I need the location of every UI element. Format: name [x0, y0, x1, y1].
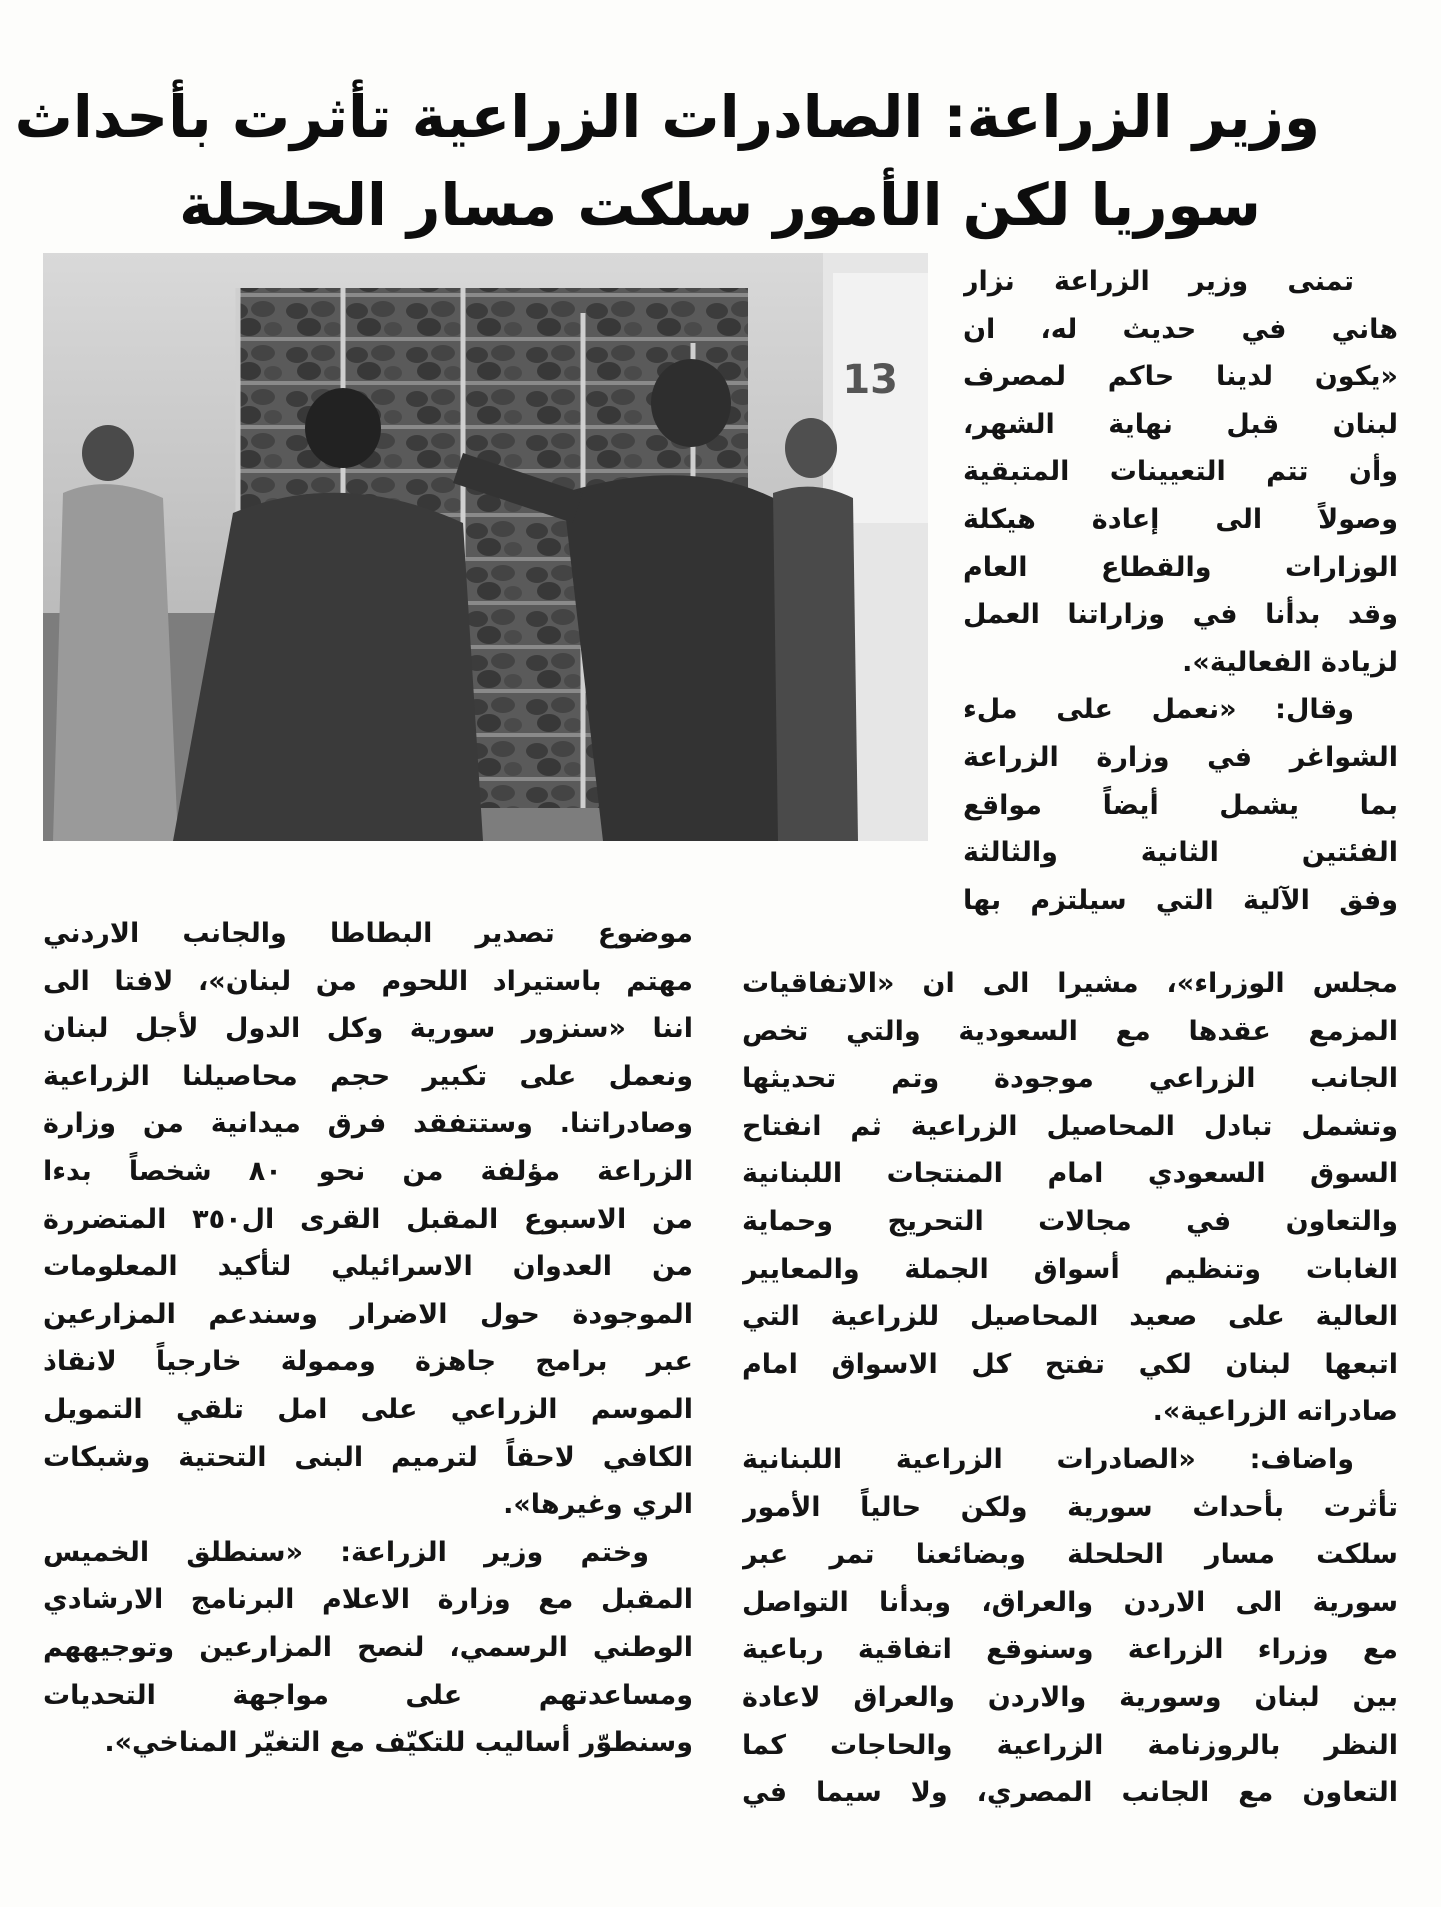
text-line: الشواغر في وزارة الزراعة	[963, 741, 1398, 773]
text-line: بين لبنان وسورية والاردن والعراق لاعادة	[742, 1681, 1398, 1713]
text-line: مع وزراء الزراعة وسنوقع اتفاقية رباعية	[742, 1634, 1398, 1666]
text-line: النظر بالروزنامة الزراعية والحاجات كما	[742, 1729, 1398, 1761]
text-line: الفئتين الثانية والثالثة	[963, 837, 1398, 869]
text-line: المزمع عقدها مع السعودية والتي تخص	[742, 1015, 1398, 1047]
text-line: وسنطوّر أساليب للتكيّف مع التغيّر المناخي».	[104, 1727, 693, 1759]
photo-workers-loading-potato-crates-icon	[43, 253, 928, 841]
text-line: تمنى وزير الزراعة نزار	[963, 266, 1354, 297]
text-line: وتشمل تبادل المحاصيل الزراعية ثم انفتاح	[742, 1110, 1398, 1142]
text-line: من العدوان الاسرائيلي لتأكيد المعلومات	[43, 1251, 693, 1283]
text-line: بما يشمل أيضاً مواقع	[963, 789, 1398, 821]
text-line: العالية على صعيد المحاصيل للزراعية التي	[742, 1301, 1398, 1333]
text-line: سورية الى الاردن والعراق، وبدأنا التواصل	[742, 1586, 1398, 1618]
article-column-right-bottom	[742, 960, 1398, 1817]
text-line: الموسم الزراعي على امل تلقي التمويل	[43, 1393, 693, 1425]
text-line: اننا «سنزور سورية وكل الدول لأجل لبنان	[43, 1013, 693, 1045]
svg-text:13: 13	[842, 357, 898, 403]
text-line: الوزارات والقطاع العام	[963, 551, 1398, 583]
text-line: من الاسبوع المقبل القرى ال٣٥٠ المتضررة	[43, 1203, 693, 1235]
text-line: وصادراتنا. وستتفقد فرق ميدانية من وزارة	[43, 1108, 693, 1140]
text-line: التعاون مع الجانب المصري، ولا سيما في	[742, 1777, 1398, 1809]
text-line: الجانب الزراعي موجودة وتم تحديثها	[742, 1063, 1398, 1095]
text-line: لزيادة الفعالية».	[1182, 646, 1398, 678]
text-line: ونعمل على تكبير حجم محاصيلنا الزراعية	[43, 1060, 693, 1092]
text-line: وصولاً الى إعادة هيكلة	[963, 503, 1398, 535]
text-line: الري وغيرها».	[503, 1489, 693, 1521]
text-line: هاني في حديث له، ان	[963, 313, 1398, 345]
text-line: والتعاون في مجالات التحريج وحماية	[742, 1205, 1398, 1237]
text-line: اتبعها لبنان لكي تفتح كل الاسواق امام	[742, 1348, 1398, 1380]
text-line: مجلس الوزراء»، مشيرا الى ان «الاتفاقيات	[742, 968, 1398, 999]
text-line: تأثرت بأحداث سورية ولكن حالياً الأمور	[742, 1491, 1398, 1523]
article-headline	[14, 73, 1320, 249]
text-line: السوق السعودي امام المنتجات اللبنانية	[742, 1158, 1398, 1190]
text-line: المقبل مع وزارة الاعلام البرنامج الارشادي	[43, 1584, 693, 1616]
headline-line-2: سوريا لكن الأمور سلكت مسار الحلحلة	[179, 171, 1261, 240]
text-line: الزراعة مؤلفة من نحو ٨٠ شخصاً بدءا	[43, 1155, 693, 1187]
text-line: موضوع تصدير البطاطا والجانب الاردني	[43, 918, 693, 949]
text-line: لبنان قبل نهاية الشهر،	[963, 408, 1398, 440]
text-line: عبر برامج جاهزة وممولة خارجياً لانقاذ	[43, 1346, 693, 1378]
text-line: الموجودة حول الاضرار وسندعم المزارعين	[43, 1298, 693, 1330]
text-line: الكافي لاحقاً لترميم البنى التحتية وشبكات	[43, 1441, 693, 1473]
text-line: سلكت مسار الحلحلة وبضائعنا تمر عبر	[742, 1539, 1398, 1571]
headline-line-1: وزير الزراعة: الصادرات الزراعية تأثرت بأحداث	[14, 83, 1320, 152]
text-line: «يكون لدينا حاكم لمصرف	[963, 361, 1398, 393]
text-line: ومساعدتهم على مواجهة التحديات	[43, 1679, 693, 1711]
text-line: وقد بدأنا في وزاراتنا العمل	[963, 599, 1398, 631]
article-column-right-top	[963, 258, 1398, 924]
text-line: واضاف: «الصادرات الزراعية اللبنانية	[742, 1443, 1354, 1475]
article-photo	[43, 253, 928, 841]
text-line: الوطني الرسمي، لنصح المزارعين وتوجيههم	[43, 1631, 693, 1663]
text-line: وختم وزير الزراعة: «سنطلق الخميس	[43, 1536, 649, 1568]
text-line: مهتم باستيراد اللحوم من لبنان»، لافتا الى	[43, 965, 693, 997]
article-column-left	[43, 910, 693, 1767]
text-line: صادراته الزراعية».	[1152, 1396, 1398, 1428]
text-line: وأن تتم التعيينات المتبقية	[963, 456, 1398, 488]
text-line: وقال: «نعمل على ملء	[963, 694, 1354, 726]
text-line: الغابات وتنظيم أسواق الجملة والمعايير	[742, 1253, 1398, 1285]
text-line: وفق الآلية التي سيلتزم بها	[963, 884, 1398, 916]
